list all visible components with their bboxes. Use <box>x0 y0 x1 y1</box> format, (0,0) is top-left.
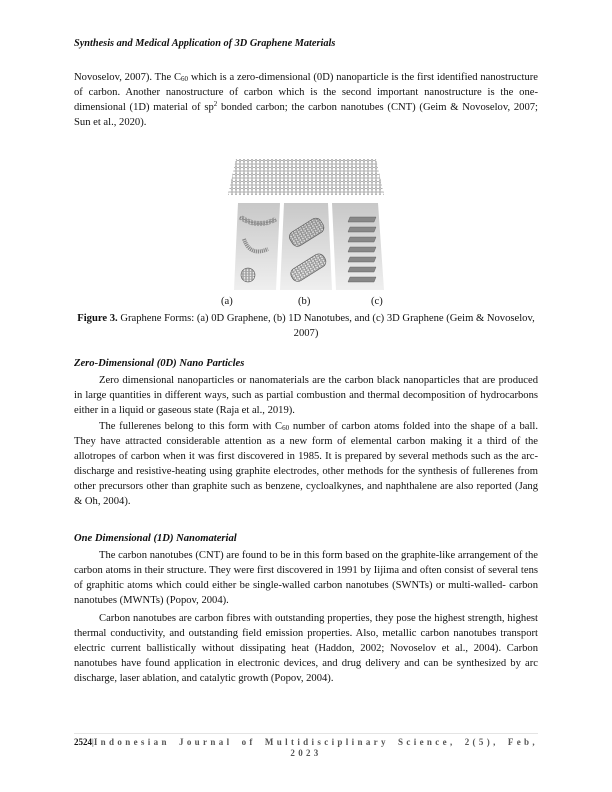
graphene-sheet <box>228 159 384 195</box>
section-0d-paragraph-2: The fullerenes belong to this form with $C_{60}$ number of carbon atoms folded into the shape of a ball. They have attracted considerable attention as a new form of elemental carbon making it a third of the allotropes of carbon when it was first discovered in 1985. It is prepared by several methods such as the arc-discharge and resistive-heating using graphite electrodes, other methods for the synthesis of fullerenes from other precursors other than graphite such as benzene, cycloalkynes, and naphthalene are also reported (Jang & Oh, 2004). <box>74 421 538 507</box>
figure-caption-label: Figure 3. <box>77 313 118 324</box>
journal-citation-year: 2023 <box>290 748 322 758</box>
footer-separator: | <box>92 737 94 747</box>
page-number: 2524 <box>74 737 92 747</box>
figure-caption <box>74 311 538 341</box>
panel-label-a: (a) <box>221 296 233 307</box>
running-head: Synthesis and Medical Application of 3D Graphene Materials <box>74 38 336 49</box>
footer <box>74 737 538 748</box>
figure-3-image <box>228 157 384 290</box>
section-0d-paragraph-1: Zero dimensional nanoparticles or nanomaterials are the carbon black nanoparticles that are produced in large quantities in different ways, such as partial combustion and thermal decomposition of hydrocarbons either in a liquid or gaseous state (Raja et al., 2019). <box>74 375 538 416</box>
panel-b-nanotubes <box>280 203 332 290</box>
journal-citation: Indonesian Journal of Multidisciplinary Science, 2(5), Feb, <box>93 737 538 747</box>
panel-label-b: (b) <box>298 296 311 307</box>
panel-label-c: (c) <box>371 296 383 307</box>
section-heading-0d: Zero-Dimensional (0D) Nano Particles <box>74 358 245 369</box>
section-heading-1d: One Dimensional (1D) Nanomaterial <box>74 533 237 544</box>
panel-c-stacked-graphene <box>332 203 384 290</box>
figure-caption-text: Graphene Forms: (a) 0D Graphene, (b) 1D Nanotubes, and (c) 3D Graphene (Geim & Novoselov, 2007) <box>117 313 535 339</box>
section-1d-paragraph-2: Carbon nanotubes are carbon fibres with outstanding properties, they pose the highest strength, highest thermal conductivity, and outstanding field emission properties. Also, metallic carbon nanotubes transport electric current ballistically without dissipating heat (Haddon, 2002; Novoselov et al., 2004). Carbon nanotubes have found application in electronic devices, and drug delivery and can be synthesized by arc discharge, laser ablation, and catalytic growth (Popov, 2004). <box>74 613 538 684</box>
section-1d-paragraph-1: The carbon nanotubes (CNT) are found to be in this form based on the graphite-like arrangement of the carbon atoms in their structure. They were first discovered in 1991 by Iijima and often consist of several tens of graphitic atoms which could either be single-walled carbon nanotubes (SWNTs) or multi-walled- carbon nanotubes (MWNTs) (Popov, 2004). <box>74 550 538 606</box>
footer-divider <box>74 733 538 734</box>
intro-paragraph: Novoselov, 2007). The $C_{60}$ which is a zero-dimensional (0D) nanoparticle is the first identified nanostructure of carbon. Another nanostructure of carbon which is the second important nanostructure is the one-dimensional (1D) material of $sp^2$ bonded carbon; the carbon nanotubes (CNT) (Geim & Novoselov, 2007; Sun et al., 2020). <box>74 72 538 128</box>
panel-a-fullerenes <box>234 203 280 290</box>
